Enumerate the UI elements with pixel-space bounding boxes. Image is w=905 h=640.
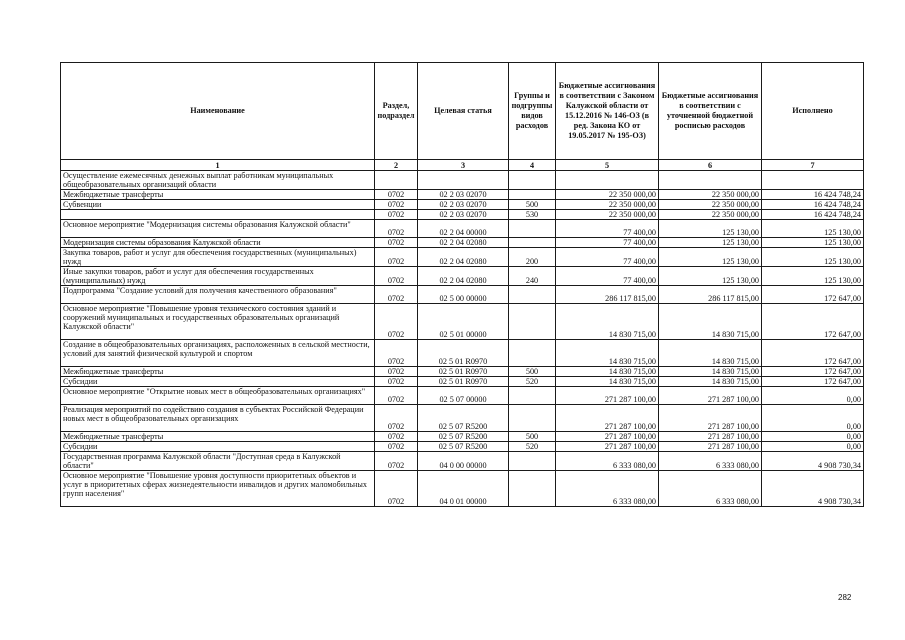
cell-group — [509, 238, 556, 248]
cell-name: Создание в общеобразовательных организациях, расположенных в сельской местности, условий для занятий физической культурой и спортом — [61, 340, 375, 367]
cell-executed: 172 647,00 — [762, 340, 864, 367]
cell-group: 240 — [509, 267, 556, 286]
table-row — [61, 248, 864, 267]
cell-section: 0702 — [375, 367, 418, 377]
cell-name: Основное мероприятие "Открытие новых мест в общеобразовательных организациях" — [61, 387, 375, 405]
column-number: 4 — [509, 160, 556, 171]
cell-section: 0702 — [375, 210, 418, 220]
cell-group — [509, 340, 556, 367]
table-row — [61, 405, 864, 432]
cell-executed: 172 647,00 — [762, 377, 864, 387]
cell-refined: 14 830 715,00 — [659, 340, 762, 367]
cell-section: 0702 — [375, 286, 418, 304]
cell-section: 0702 — [375, 248, 418, 267]
cell-law: 14 830 715,00 — [556, 367, 659, 377]
cell-name: Межбюджетные трансферты — [61, 367, 375, 377]
column-number: 6 — [659, 160, 762, 171]
cell-target: 02 5 00 00000 — [418, 286, 509, 304]
header-law: Бюджетные ассигнования в соответствии с Законом Калужской области от 15.12.2016 № 146-ОЗ (в ред. Закона КО от 19.05.2017 № 195-ОЗ) — [556, 63, 659, 160]
cell-executed: 16 424 748,24 — [762, 190, 864, 200]
cell-target: 02 2 03 02070 — [418, 190, 509, 200]
header-refined: Бюджетные ассигнования в соответствии с уточненной бюджетной росписью расходов — [659, 63, 762, 160]
cell-group — [509, 304, 556, 340]
column-number-row — [61, 160, 864, 171]
header-row — [61, 63, 864, 160]
cell-name: Иные закупки товаров, работ и услуг для обеспечения государственных (муниципальных) нужд — [61, 267, 375, 286]
cell-target: 02 5 07 R5200 — [418, 442, 509, 452]
cell-refined: 125 130,00 — [659, 238, 762, 248]
cell-name: Субсидии — [61, 442, 375, 452]
column-number: 1 — [61, 160, 375, 171]
cell-group — [509, 405, 556, 432]
cell-group — [509, 286, 556, 304]
cell-group — [509, 387, 556, 405]
cell-section — [375, 171, 418, 190]
cell-law: 14 830 715,00 — [556, 304, 659, 340]
cell-name: Осуществление ежемесячных денежных выплат работникам муниципальных общеобразовательных организаций области — [61, 171, 375, 190]
budget-table-sheet — [60, 62, 863, 507]
table-row — [61, 286, 864, 304]
table-row — [61, 471, 864, 507]
cell-law: 271 287 100,00 — [556, 432, 659, 442]
cell-law: 6 333 080,00 — [556, 471, 659, 507]
table-row — [61, 171, 864, 190]
table-row — [61, 238, 864, 248]
cell-group: 530 — [509, 210, 556, 220]
cell-refined: 271 287 100,00 — [659, 442, 762, 452]
cell-target: 04 0 01 00000 — [418, 471, 509, 507]
cell-refined: 14 830 715,00 — [659, 377, 762, 387]
cell-executed: 16 424 748,24 — [762, 200, 864, 210]
cell-section: 0702 — [375, 200, 418, 210]
cell-name: Основное мероприятие "Повышение уровня технического состояния зданий и сооружений муниципальных и государственных образовательных организаций Калужской области" — [61, 304, 375, 340]
budget-table — [60, 62, 864, 507]
cell-section: 0702 — [375, 304, 418, 340]
cell-law: 77 400,00 — [556, 220, 659, 238]
cell-refined: 286 117 815,00 — [659, 286, 762, 304]
cell-law: 77 400,00 — [556, 267, 659, 286]
cell-group — [509, 220, 556, 238]
cell-executed: 0,00 — [762, 442, 864, 452]
table-row — [61, 387, 864, 405]
cell-name: Реализация мероприятий по содействию создания в субъектах Российской Федерации новых мест в общеобразовательных организациях — [61, 405, 375, 432]
header-executed: Исполнено — [762, 63, 864, 160]
header-target: Целевая статья — [418, 63, 509, 160]
cell-target: 02 5 01 00000 — [418, 304, 509, 340]
cell-law — [556, 171, 659, 190]
cell-target — [418, 171, 509, 190]
cell-target: 02 2 04 02080 — [418, 238, 509, 248]
cell-refined: 22 350 000,00 — [659, 210, 762, 220]
cell-section: 0702 — [375, 432, 418, 442]
cell-name: Государственная программа Калужской области "Доступная среда в Калужской области" — [61, 452, 375, 471]
cell-refined: 14 830 715,00 — [659, 367, 762, 377]
cell-group — [509, 471, 556, 507]
cell-target: 02 5 01 R0970 — [418, 377, 509, 387]
cell-law: 22 350 000,00 — [556, 190, 659, 200]
cell-refined: 22 350 000,00 — [659, 190, 762, 200]
cell-section: 0702 — [375, 238, 418, 248]
cell-law: 14 830 715,00 — [556, 340, 659, 367]
cell-group: 520 — [509, 377, 556, 387]
column-number: 2 — [375, 160, 418, 171]
column-number: 3 — [418, 160, 509, 171]
cell-section: 0702 — [375, 190, 418, 200]
cell-refined: 125 130,00 — [659, 220, 762, 238]
cell-section: 0702 — [375, 340, 418, 367]
table-row — [61, 432, 864, 442]
cell-target: 02 2 03 02070 — [418, 200, 509, 210]
cell-target: 02 5 07 00000 — [418, 387, 509, 405]
cell-target: 02 5 01 R0970 — [418, 367, 509, 377]
cell-section: 0702 — [375, 471, 418, 507]
cell-law: 14 830 715,00 — [556, 377, 659, 387]
header-groups: Группы и подгруппы видов расходов — [509, 63, 556, 160]
cell-group — [509, 452, 556, 471]
table-row — [61, 304, 864, 340]
cell-executed: 16 424 748,24 — [762, 210, 864, 220]
cell-law: 22 350 000,00 — [556, 200, 659, 210]
cell-refined: 271 287 100,00 — [659, 387, 762, 405]
column-number: 5 — [556, 160, 659, 171]
cell-executed: 172 647,00 — [762, 304, 864, 340]
cell-executed: 0,00 — [762, 432, 864, 442]
cell-executed: 125 130,00 — [762, 267, 864, 286]
cell-target: 02 5 01 R0970 — [418, 340, 509, 367]
cell-executed: 4 908 730,34 — [762, 452, 864, 471]
cell-law: 22 350 000,00 — [556, 210, 659, 220]
cell-refined: 271 287 100,00 — [659, 405, 762, 432]
cell-group: 500 — [509, 367, 556, 377]
cell-name: Основное мероприятие "Модернизация системы образования Калужской области" — [61, 220, 375, 238]
cell-executed: 125 130,00 — [762, 220, 864, 238]
column-number: 7 — [762, 160, 864, 171]
cell-target: 02 5 07 R5200 — [418, 432, 509, 442]
cell-target: 02 2 03 02070 — [418, 210, 509, 220]
cell-refined: 14 830 715,00 — [659, 304, 762, 340]
cell-executed: 0,00 — [762, 387, 864, 405]
cell-group: 520 — [509, 442, 556, 452]
cell-law: 77 400,00 — [556, 238, 659, 248]
cell-section: 0702 — [375, 377, 418, 387]
cell-section: 0702 — [375, 220, 418, 238]
cell-name: Субвенции — [61, 200, 375, 210]
cell-name: Модернизация системы образования Калужской области — [61, 238, 375, 248]
cell-name: Подпрограмма "Создание условий для получения качественного образования" — [61, 286, 375, 304]
cell-target: 02 2 04 02080 — [418, 267, 509, 286]
cell-refined: 6 333 080,00 — [659, 471, 762, 507]
cell-name: Закупка товаров, работ и услуг для обеспечения государственных (муниципальных) нужд — [61, 248, 375, 267]
cell-section: 0702 — [375, 387, 418, 405]
table-row — [61, 267, 864, 286]
cell-section: 0702 — [375, 267, 418, 286]
cell-name: Основное мероприятие "Повышение уровня доступности приоритетных объектов и услуг в приоритетных сферах жизнедеятельности инвалидов и других маломобильных групп населения" — [61, 471, 375, 507]
cell-refined: 125 130,00 — [659, 248, 762, 267]
cell-name: Межбюджетные трансферты — [61, 432, 375, 442]
cell-refined: 6 333 080,00 — [659, 452, 762, 471]
cell-refined: 22 350 000,00 — [659, 200, 762, 210]
cell-law: 77 400,00 — [556, 248, 659, 267]
cell-refined: 125 130,00 — [659, 267, 762, 286]
cell-group: 200 — [509, 248, 556, 267]
cell-law: 271 287 100,00 — [556, 405, 659, 432]
table-row — [61, 442, 864, 452]
cell-section: 0702 — [375, 405, 418, 432]
header-section: Раздел, подраздел — [375, 63, 418, 160]
table-row — [61, 210, 864, 220]
cell-section: 0702 — [375, 442, 418, 452]
cell-executed — [762, 171, 864, 190]
table-row — [61, 220, 864, 238]
cell-refined — [659, 171, 762, 190]
cell-name: Межбюджетные трансферты — [61, 190, 375, 200]
cell-name: Субсидии — [61, 377, 375, 387]
cell-law: 6 333 080,00 — [556, 452, 659, 471]
cell-group — [509, 190, 556, 200]
cell-executed: 125 130,00 — [762, 238, 864, 248]
cell-refined: 271 287 100,00 — [659, 432, 762, 442]
cell-target: 02 5 07 R5200 — [418, 405, 509, 432]
cell-law: 271 287 100,00 — [556, 387, 659, 405]
cell-group: 500 — [509, 432, 556, 442]
page-number: 282 — [838, 593, 852, 602]
table-row — [61, 340, 864, 367]
cell-executed: 125 130,00 — [762, 248, 864, 267]
cell-target: 02 2 04 02080 — [418, 248, 509, 267]
cell-law: 271 287 100,00 — [556, 442, 659, 452]
header-name: Наименование — [61, 63, 375, 160]
table-row — [61, 452, 864, 471]
cell-target: 04 0 00 00000 — [418, 452, 509, 471]
cell-executed: 172 647,00 — [762, 367, 864, 377]
cell-section: 0702 — [375, 452, 418, 471]
cell-group: 500 — [509, 200, 556, 210]
cell-executed: 0,00 — [762, 405, 864, 432]
table-row — [61, 190, 864, 200]
cell-executed: 4 908 730,34 — [762, 471, 864, 507]
table-row — [61, 367, 864, 377]
cell-target: 02 2 04 00000 — [418, 220, 509, 238]
cell-law: 286 117 815,00 — [556, 286, 659, 304]
table-row — [61, 377, 864, 387]
table-row — [61, 200, 864, 210]
cell-name — [61, 210, 375, 220]
cell-group — [509, 171, 556, 190]
cell-executed: 172 647,00 — [762, 286, 864, 304]
